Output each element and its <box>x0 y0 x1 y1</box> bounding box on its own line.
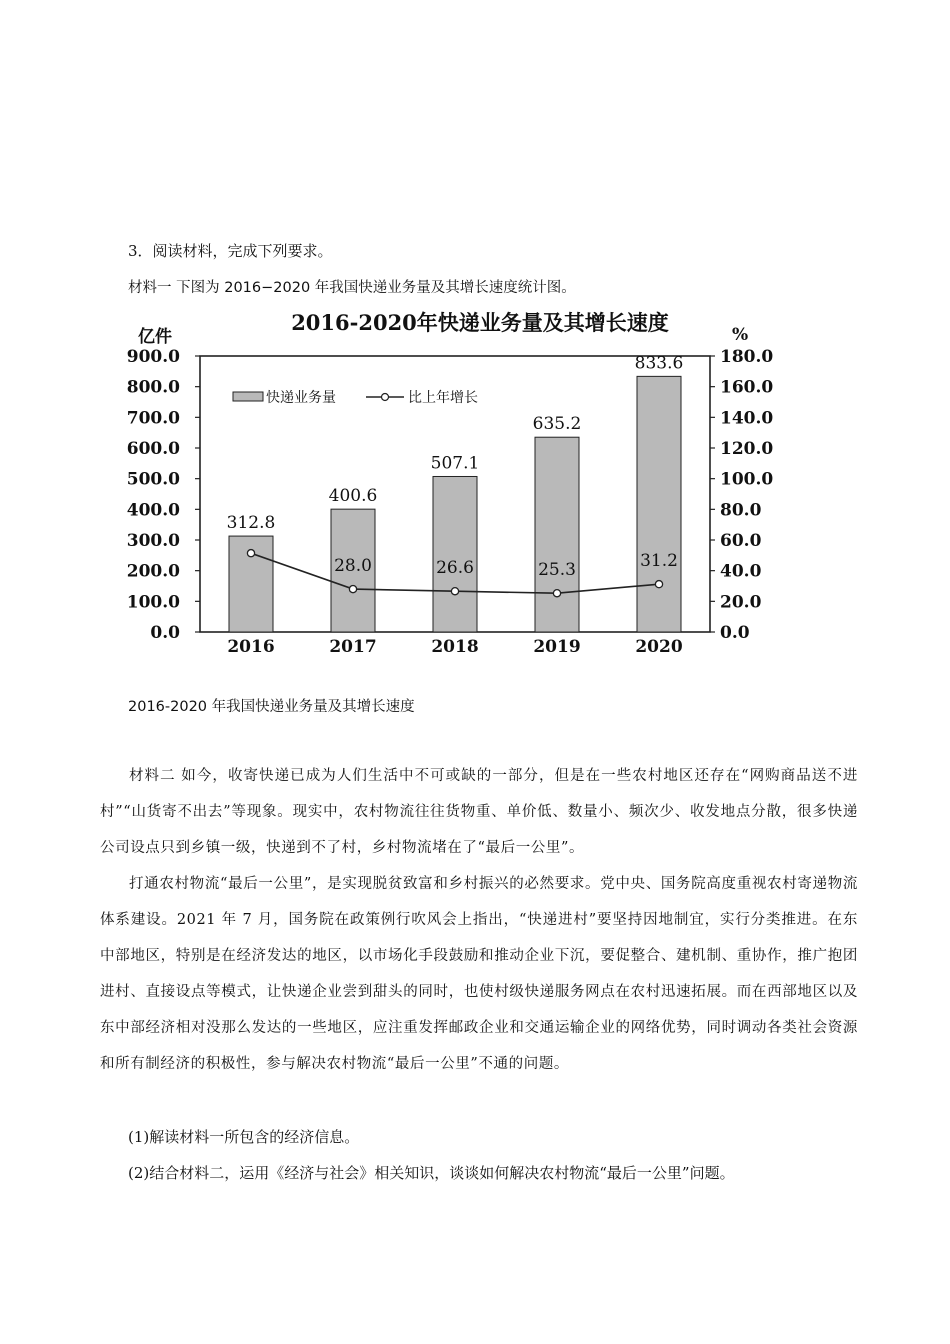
chart-caption: 2016-2020 年我国快递业务量及其增长速度 <box>128 699 415 715</box>
right-tick-label: 140.0 <box>720 408 774 429</box>
material2-paragraph-2-text: 打通农村物流“最后一公里”，是实现脱贫致富和乡村振兴的必然要求。党中央、国务院高度重视农村寄递物流体系建设。2021 年 7 月，国务院在政策例行吹风会上指出，“快递进村”要坚持因地制宜，实行分类推进。在东中部地区，特别是在经济发达的地区，以市场化手段鼓励和推动企业下沉，要促整合、建机制、重协作，推广抱团进村、直接设点等模式，让快递企业尝到甜头的同时，也使村级快递服务网点在农村迅速拓展。而在西部地区以及东中部经济相对没那么发达的一些地区，应注重发挥邮政企业和交通运输企业的网络优势，同时调动各类社会资源和所有制经济的积极性，参与解决农村物流“最后一公里”不通的问题。 <box>100 876 858 1072</box>
bar-value-label-2019: 635.2 <box>532 414 582 435</box>
right-tick-label: 100.0 <box>720 469 774 490</box>
material2-paragraph-1 <box>100 758 858 866</box>
bar-2019 <box>535 437 579 632</box>
left-tick-label: 500.0 <box>126 469 180 490</box>
right-tick-label: 180.0 <box>720 347 774 367</box>
x-tick-label-2019: 2019 <box>533 637 581 657</box>
material2-paragraph-1-text: 材料二 如今，收寄快递已成为人们生活中不可或缺的一部分，但是在一些农村地区还存在“网购商品送不进村”“山货寄不出去”等现象。现实中，农村物流往往货物重、单价低、数量小、频次少、收发地点分散，很多快递公司设点只到乡镇一级，快递到不了村，乡村物流堵在了“最后一公里”。 <box>100 768 858 856</box>
growth-point-2016 <box>247 550 254 557</box>
left-tick-label: 200.0 <box>126 561 180 582</box>
right-tick-label: 120.0 <box>720 439 774 459</box>
right-tick-label: 60.0 <box>720 531 762 551</box>
x-tick-label-2016: 2016 <box>227 637 275 657</box>
x-tick-label-2017: 2017 <box>329 637 377 657</box>
chart-title: 2016-2020年快递业务量及其增长速度 <box>291 310 669 335</box>
sub-question-2: (2)结合材料二，运用《经济与社会》相关知识，谈谈如何解决农村物流“最后一公里”问题。 <box>128 1164 735 1182</box>
x-tick-label-2020: 2020 <box>635 637 683 657</box>
bar-value-label-2016: 312.8 <box>226 513 276 534</box>
right-tick-label: 40.0 <box>720 561 762 582</box>
chart-legend <box>233 389 478 406</box>
growth-point-2019 <box>553 590 560 597</box>
sub-question-1: (1)解读材料一所包含的经济信息。 <box>128 1128 360 1146</box>
bar-2020 <box>637 376 681 632</box>
left-tick-label: 600.0 <box>126 439 180 459</box>
material1-intro: 材料一 下图为 2016−2020 年我国快递业务量及其增长速度统计图。 <box>128 280 576 296</box>
bar-value-label-2018: 507.1 <box>430 453 480 474</box>
right-tick-label: 80.0 <box>720 500 762 521</box>
growth-point-2020 <box>655 581 662 588</box>
x-tick-label-2018: 2018 <box>431 637 479 657</box>
left-tick-label: 0.0 <box>150 623 180 643</box>
material2-paragraph-2 <box>100 866 858 1082</box>
left-tick-label: 300.0 <box>126 531 180 551</box>
left-tick-label: 700.0 <box>126 408 180 429</box>
right-tick-label: 20.0 <box>720 592 762 613</box>
legend-line-marker <box>382 394 389 401</box>
left-tick-label: 900.0 <box>126 347 180 367</box>
bar-value-label-2017: 400.6 <box>328 486 378 507</box>
growth-value-label-2018: 26.6 <box>436 558 474 579</box>
legend-bar-swatch <box>233 392 263 401</box>
express-volume-chart <box>120 308 780 658</box>
left-tick-label: 400.0 <box>126 500 180 521</box>
growth-value-label-2020: 31.2 <box>640 551 678 572</box>
legend-line-label: 比上年增长 <box>408 390 478 406</box>
right-tick-label: 160.0 <box>720 377 774 398</box>
right-tick-label: 0.0 <box>720 623 750 643</box>
growth-value-label-2019: 25.3 <box>538 560 576 581</box>
left-tick-label: 100.0 <box>126 592 180 613</box>
left-tick-label: 800.0 <box>126 377 180 398</box>
y-axis-label-right: % <box>732 325 749 345</box>
growth-point-2018 <box>451 588 458 595</box>
growth-value-label-2017: 28.0 <box>334 556 372 577</box>
growth-point-2017 <box>349 585 356 592</box>
question-title: 3．阅读材料，完成下列要求。 <box>128 242 333 260</box>
legend-bar-label: 快递业务量 <box>266 390 336 406</box>
bar-value-label-2020: 833.6 <box>634 353 684 374</box>
bar-2018 <box>433 476 477 632</box>
y-axis-label-left: 亿件 <box>138 327 172 347</box>
